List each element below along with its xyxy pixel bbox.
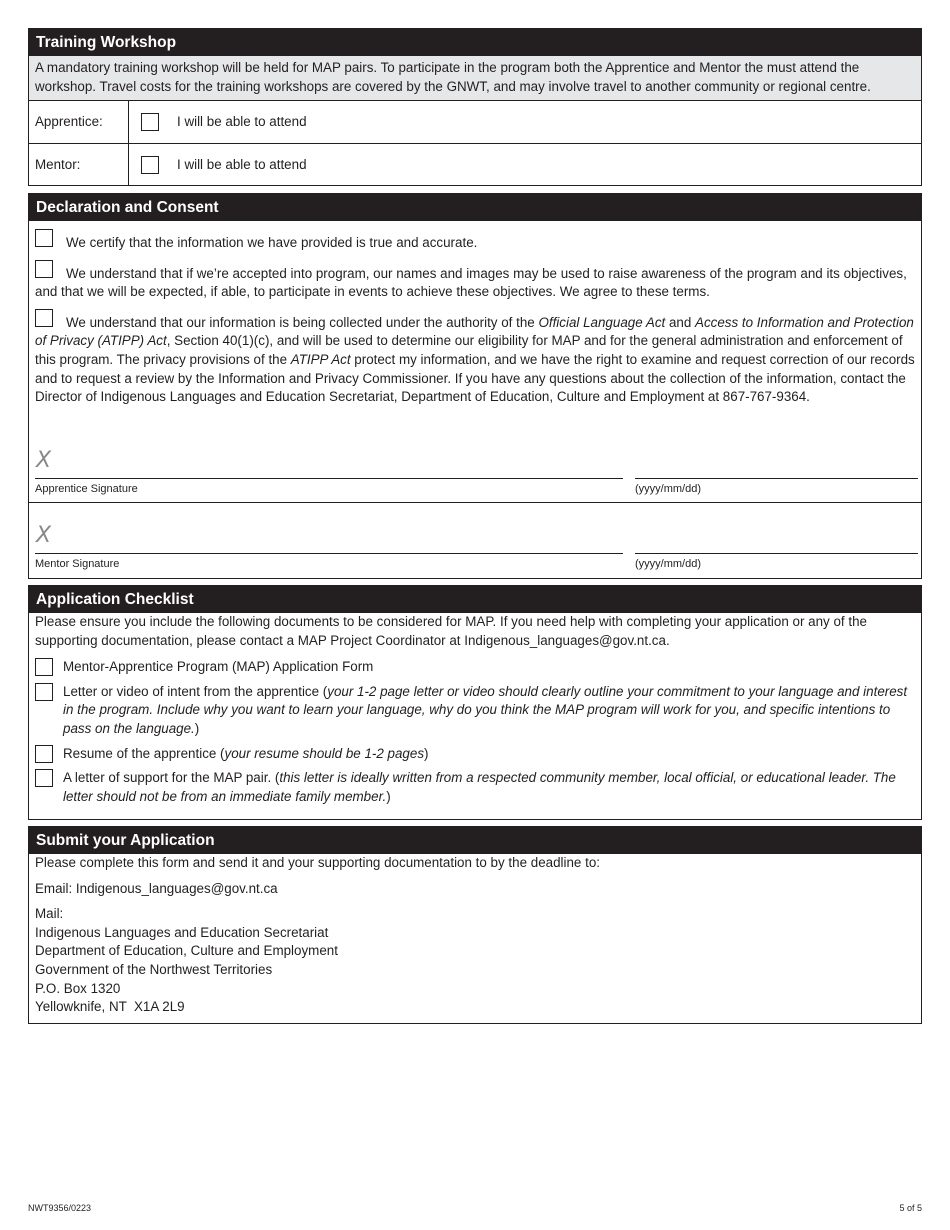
mentor-label: Mentor: <box>29 144 129 186</box>
declaration-item-2 <box>29 265 921 302</box>
training-workshop-heading: Training Workshop <box>29 29 921 56</box>
checklist-checkbox-4[interactable] <box>35 769 53 787</box>
checklist-text-4c: ) <box>386 788 391 804</box>
checklist-item-3 <box>29 745 921 764</box>
submit-address-line-2: Department of Education, Culture and Employment <box>35 943 338 959</box>
declaration-item-3 <box>29 314 921 407</box>
declaration-text-1: We certify that the information we have provided is true and accurate. <box>66 235 478 250</box>
mentor-signature-x-mark: X <box>36 523 52 548</box>
apprentice-signature-block <box>29 428 921 503</box>
apprentice-signature-x-mark: X <box>36 448 52 473</box>
declaration-section <box>28 193 922 579</box>
checklist-text-1: Mentor-Apprentice Program (MAP) Application Form <box>63 659 374 675</box>
declaration-text-3c: and <box>665 314 696 330</box>
checklist-text-3c: ) <box>424 745 429 761</box>
declaration-text-3e: , Section 40(1)(c), and will be used to determine our eligibility for MAP and for the general administration and enforcement of this program. The privacy provisions of the <box>35 333 903 367</box>
apprentice-attend-checkbox[interactable] <box>141 113 159 131</box>
submit-heading: Submit your Application <box>29 827 921 854</box>
page-number: 5 of 5 <box>899 1203 922 1213</box>
checklist-item-1 <box>29 658 921 677</box>
training-workshop-intro: A mandatory training workshop will be held for MAP pairs. To participate in the program both the Apprentice and Mentor the must attend the workshop. Travel costs for the training workshops are covered by the GNWT, and may involve travel to another community or regional centre. <box>29 56 921 100</box>
apprentice-date-label: (yyyy/mm/dd) <box>635 483 701 495</box>
mentor-signature-block <box>29 503 921 578</box>
submit-intro: Please complete this form and send it and your supporting documentation to by the deadline to: <box>35 855 600 870</box>
checklist-text-4a: A letter of support for the MAP pair. ( <box>63 770 280 786</box>
official-language-act: Official Language Act <box>538 314 666 330</box>
form-code: NWT9356/0223 <box>28 1203 92 1213</box>
declaration-checkbox-3[interactable] <box>35 309 53 327</box>
mentor-attend-text: I will be able to attend <box>177 156 307 172</box>
checklist-text-2c: ) <box>194 720 200 736</box>
apprentice-signature-line[interactable] <box>35 478 623 479</box>
declaration-checkbox-1[interactable] <box>35 229 53 247</box>
apprentice-attend-text: I will be able to attend <box>177 113 307 129</box>
submit-address-line-4: P.O. Box 1320 <box>35 980 121 996</box>
atipp-act-full: Access to Information and Protection of Privacy (ATIPP) Act <box>35 314 914 349</box>
apprentice-attend-row <box>29 100 921 143</box>
apprentice-date-line[interactable] <box>635 478 918 479</box>
mentor-signature-line[interactable] <box>35 553 623 554</box>
declaration-heading: Declaration and Consent <box>29 194 921 221</box>
apprentice-label: Apprentice: <box>29 101 129 143</box>
atipp-act-short: ATIPP Act <box>290 351 351 367</box>
submit-section <box>28 826 922 1024</box>
checklist-checkbox-3[interactable] <box>35 745 53 763</box>
declaration-text-3g: protect my information, and we have the right to examine and request correction of our records and to request a review by the Information and Privacy Commissioner. If you have any questions about the collection of the information, contact the Director of Indigenous Languages and Education Secretariat, Department of Education, Culture and Employment at 867-767-9364. <box>35 351 915 405</box>
submit-address-line-5: Yellowknife, NT X1A 2L9 <box>35 999 185 1015</box>
submit-address-line-1: Indigenous Languages and Education Secretariat <box>35 924 329 940</box>
checklist-intro: Please ensure you include the following documents to be considered for MAP. If you need help with completing your application or any of the supporting documentation, please contact a MAP Project Coordinator at Indigenous_languages@gov.nt.ca. <box>35 614 867 648</box>
declaration-text-2: We understand that if we’re accepted into program, our names and images may be used to raise awareness of the program and its objectives, and that we will be expected, if able, to participate in events to achieve these objectives. We agree to these terms. <box>35 265 907 300</box>
training-workshop-section <box>28 28 922 186</box>
checklist-item-2 <box>29 683 921 739</box>
submit-mail-label: Mail: <box>35 906 64 922</box>
mentor-attend-checkbox[interactable] <box>141 156 159 174</box>
apprentice-signature-label: Apprentice Signature <box>35 483 138 495</box>
checklist-text-3b: your resume should be 1-2 pages <box>224 745 425 761</box>
checklist-text-4b: this letter is ideally written from a respected community member, local official, or educational leader. The letter should not be from an immediate family member. <box>63 770 896 804</box>
mentor-date-line[interactable] <box>635 553 918 554</box>
checklist-heading: Application Checklist <box>29 586 921 613</box>
mentor-attend-row <box>29 143 921 186</box>
checklist-text-2a: Letter or video of intent from the apprentice ( <box>63 683 328 699</box>
checklist-checkbox-2[interactable] <box>35 683 53 701</box>
declaration-item-1 <box>29 234 921 253</box>
checklist-text-2b: your 1-2 page letter or video should clearly outline your commitment to your language and interest in the program. Include why you want to learn your language, why do you think the MAP program will work for you, and specific intentions to pass on the language. <box>63 683 908 736</box>
checklist-text-3a: Resume of the apprentice ( <box>63 745 225 761</box>
mentor-date-label: (yyyy/mm/dd) <box>635 558 701 570</box>
submit-address-line-3: Government of the Northwest Territories <box>35 961 273 977</box>
submit-email: Email: Indigenous_languages@gov.nt.ca <box>35 880 278 896</box>
checklist-item-4 <box>29 769 921 806</box>
declaration-checkbox-2[interactable] <box>35 260 53 278</box>
checklist-section <box>28 585 922 820</box>
checklist-checkbox-1[interactable] <box>35 658 53 676</box>
mentor-signature-label: Mentor Signature <box>35 558 120 570</box>
declaration-text-3a: We understand that our information is being collected under the authority of the <box>66 314 539 330</box>
